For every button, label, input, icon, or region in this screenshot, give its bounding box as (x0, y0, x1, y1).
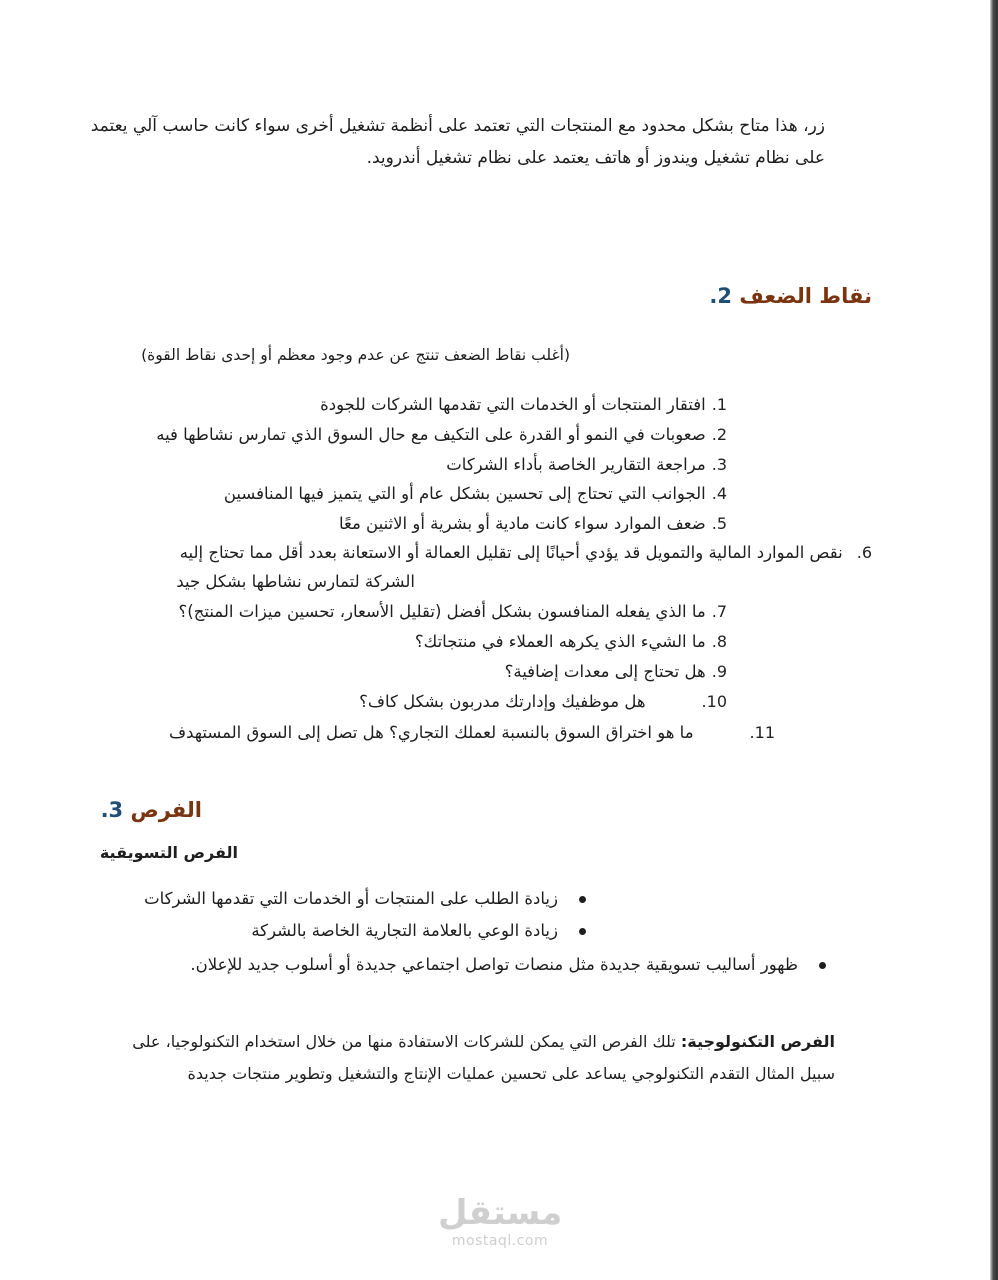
weakness-item (359, 687, 727, 717)
weakness-item-text: نقص الموارد المالية والتمويل قد يؤدي أحيانًا إلى تقليل العمالة أو الاستعانة بعدد أقل مما تحتاج إليه (179, 543, 843, 562)
weakness-item-number: 4. (711, 484, 727, 503)
weakness-item (320, 390, 727, 420)
weakness-item-text: ضعف الموارد سواء كانت مادية أو بشرية أو الاثنين معًا (338, 514, 706, 533)
weakness-item-number: 8. (711, 632, 727, 651)
weaknesses-heading (709, 284, 872, 308)
bullet-dot-icon (819, 962, 826, 969)
weakness-item-text: هل تحتاج إلى معدات إضافية؟ (504, 662, 706, 681)
weakness-item-text: ما هو اختراق السوق بالنسبة لعملك التجاري؟ هل تصل إلى السوق المستهدف (169, 723, 694, 742)
weakness-item (224, 479, 727, 509)
weakness-item (179, 597, 728, 627)
weakness-item (446, 450, 727, 480)
weakness-item-text: ما الشيء الذي يكرهه العملاء في منتجاتك؟ (414, 632, 706, 651)
weakness-item (180, 538, 872, 568)
weakness-item-number: 3. (711, 455, 727, 474)
tech-opportunities-text-1: تلك الفرص التي يمكن للشركات الاستفادة منها من خلال استخدام التكنولوجيا، على (132, 1032, 676, 1051)
marketing-bullet-text: زيادة الطلب على المنتجات أو الخدمات التي تقدمها الشركات (144, 889, 558, 908)
page-edge-shadow (990, 0, 998, 1280)
weakness-item-text: افتقار المنتجات أو الخدمات التي تقدمها الشركات للجودة (320, 395, 706, 414)
watermark-logo: مستقل (438, 1193, 563, 1233)
marketing-bullet-text: زيادة الوعي بالعلامة التجارية الخاصة بالشركة (251, 921, 558, 940)
opportunities-number: 3. (100, 798, 124, 822)
opportunities-title: الفرص (130, 798, 202, 822)
marketing-bullet (190, 950, 826, 980)
weakness-item (339, 509, 727, 539)
weakness-item-number: 6. (856, 543, 872, 562)
tech-opportunities-line-1 (132, 1026, 835, 1058)
weakness-item-number: 11. (749, 723, 775, 742)
marketing-bullet (251, 916, 586, 946)
weakness-item (505, 657, 727, 687)
weakness-item-number: 7. (711, 602, 727, 621)
weakness-item-text: ما الذي يفعله المنافسون بشكل أفضل (تقليل الأسعار، تحسين ميزات المنتج)؟ (178, 602, 706, 621)
weakness-item-number: 10. (701, 692, 727, 711)
bullet-dot-icon (579, 928, 586, 935)
weakness-item-text: هل موظفيك وإدارتك مدربون بشكل كاف؟ (359, 692, 646, 711)
tech-opportunities-label: الفرص التكنولوجية: (680, 1032, 835, 1051)
weakness-item-number: 9. (711, 662, 727, 681)
marketing-opportunities-title: الفرص التسويقية (99, 843, 238, 862)
bullet-dot-icon (579, 896, 586, 903)
weakness-item (415, 627, 727, 657)
tech-opportunities-line-2: سبيل المثال التقدم التكنولوجي يساعد على تحسين عمليات الإنتاج والتشغيل وتطوير منتجات جديدة (187, 1064, 835, 1083)
weakness-item-continuation (176, 567, 415, 597)
weakness-item-text: الجوانب التي تحتاج إلى تحسين بشكل عام أو التي يتميز فيها المنافسين (223, 484, 706, 503)
opportunities-heading (101, 798, 202, 822)
intro-line-2: على نظام تشغيل ويندوز أو هاتف يعتمد على نظام تشغيل أندرويد. (366, 148, 825, 168)
weakness-item-text: مراجعة التقارير الخاصة بأداء الشركات (446, 455, 706, 474)
weakness-item (169, 718, 775, 748)
weakness-item-number: 5. (711, 514, 727, 533)
weakness-item (156, 420, 727, 450)
weaknesses-note: (أغلب نقاط الضعف تنتج عن عدم وجود معظم أو إحدى نقاط القوة) (141, 346, 570, 364)
weakness-item-text: صعوبات في النمو أو القدرة على التكيف مع حال السوق الذي تمارس نشاطها فيه (156, 425, 706, 444)
watermark-url: mostaql.com (451, 1233, 549, 1249)
weakness-item-number: 2. (711, 425, 727, 444)
weaknesses-title: نقاط الضعف (739, 284, 872, 308)
marketing-bullet-text: ظهور أساليب تسويقية جديدة مثل منصات تواصل اجتماعي جديدة أو أسلوب جديد للإعلان. (190, 955, 798, 974)
marketing-bullet (144, 884, 586, 914)
intro-line-1: زر، هذا متاح بشكل محدود مع المنتجات التي تعتمد على أنظمة تشغيل أخرى سواء كانت حاسب آلي يعتمد (90, 116, 825, 136)
weakness-item-number: 1. (711, 395, 727, 414)
watermark (438, 1193, 562, 1249)
weakness-item-text: الشركة لتمارس نشاطها بشكل جيد (176, 572, 415, 591)
weaknesses-number: 2. (709, 284, 733, 308)
